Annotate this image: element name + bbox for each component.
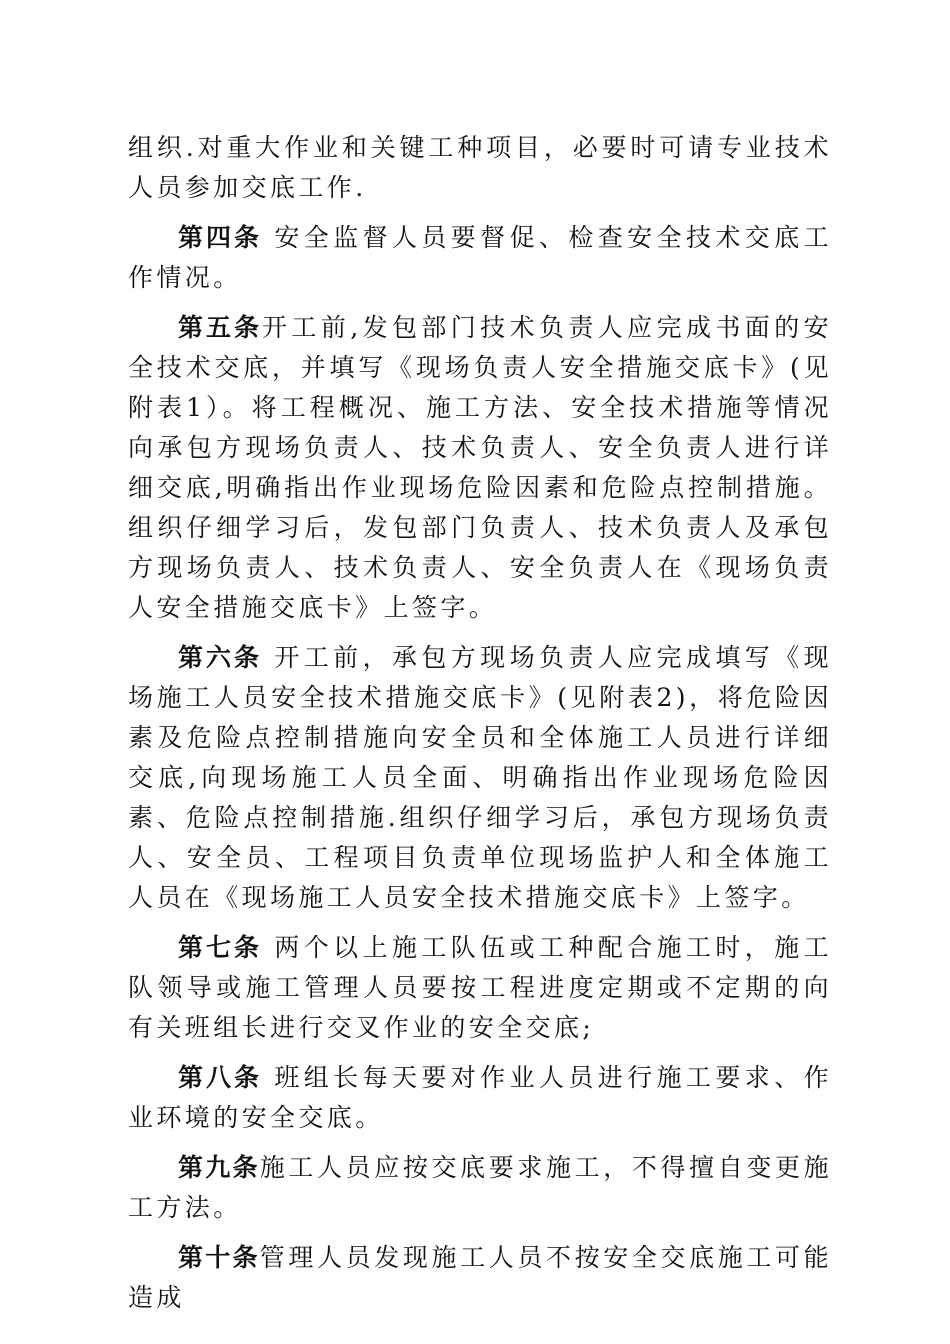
- article-heading: 第六条: [178, 643, 263, 672]
- paragraph-text: 开工前，承包方现场负责人应完成填写《现场施工人员安全技术措施交底卡》(见附表2)，将危险因素及危险点控制措施向安全员和全体施工人员进行详细交底,向现场施工人员全面、明确指出作业现场危险因素、危险点控制措施.组织仔细学习后，承包方现场负责人、安全员、工程项目负责单位现场监护人和全体施工人员在《现场施工人员安全技术措施交底卡》上签字。: [128, 643, 832, 912]
- paragraph-article-8: [128, 1058, 832, 1138]
- article-heading: 第九条: [178, 1153, 260, 1182]
- paragraph-article-6: [128, 638, 832, 918]
- paragraph-text: 班组长每天要对作业人员进行施工要求、作业环境的安全交底。: [128, 1063, 832, 1132]
- paragraph-text: 开工前,发包部门技术负责人应完成书面的安全技术交底，并填写《现场负责人安全措施交底卡》(见附表1）。将工程概况、施工方法、安全技术措施等情况向承包方现场负责人、技术负责人、安全负责人进行详细交底,明确指出作业现场危险因素和危险点控制措施。组织仔细学习后，发包部门负责人、技术负责人及承包方现场负责人、技术负责人、安全负责人在《现场负责人安全措施交底卡》上签字。: [128, 313, 832, 622]
- paragraph-article-7: [128, 928, 832, 1048]
- paragraph-text: 安全监督人员要督促、检查安全技术交底工作情况。: [128, 223, 832, 292]
- paragraph-text: 组织.对重大作业和关键工种项目，必要时可请专业技术人员参加交底工作.: [128, 133, 832, 202]
- article-heading: 第七条: [178, 933, 263, 962]
- paragraph-article-4: [128, 218, 832, 298]
- article-heading: 第四条: [178, 223, 263, 252]
- paragraph-continuation: [128, 128, 832, 208]
- paragraph-article-9: [128, 1148, 832, 1228]
- paragraph-article-5: [128, 308, 832, 628]
- article-heading: 第十条: [178, 1243, 260, 1272]
- article-heading: 第五条: [178, 313, 263, 342]
- paragraph-text: 两个以上施工队伍或工种配合施工时，施工队领导或施工管理人员要按工程进度定期或不定期的向有关班组长进行交叉作业的安全交底;: [128, 933, 832, 1042]
- paragraph-article-10: [128, 1238, 832, 1318]
- document-body: [128, 128, 832, 1328]
- paragraph-text: 管理人员发现施工人员不按安全交底施工可能造成: [128, 1243, 832, 1312]
- article-heading: 第八条: [178, 1063, 263, 1092]
- paragraph-text: 施工人员应按交底要求施工，不得擅自变更施工方法。: [128, 1153, 832, 1222]
